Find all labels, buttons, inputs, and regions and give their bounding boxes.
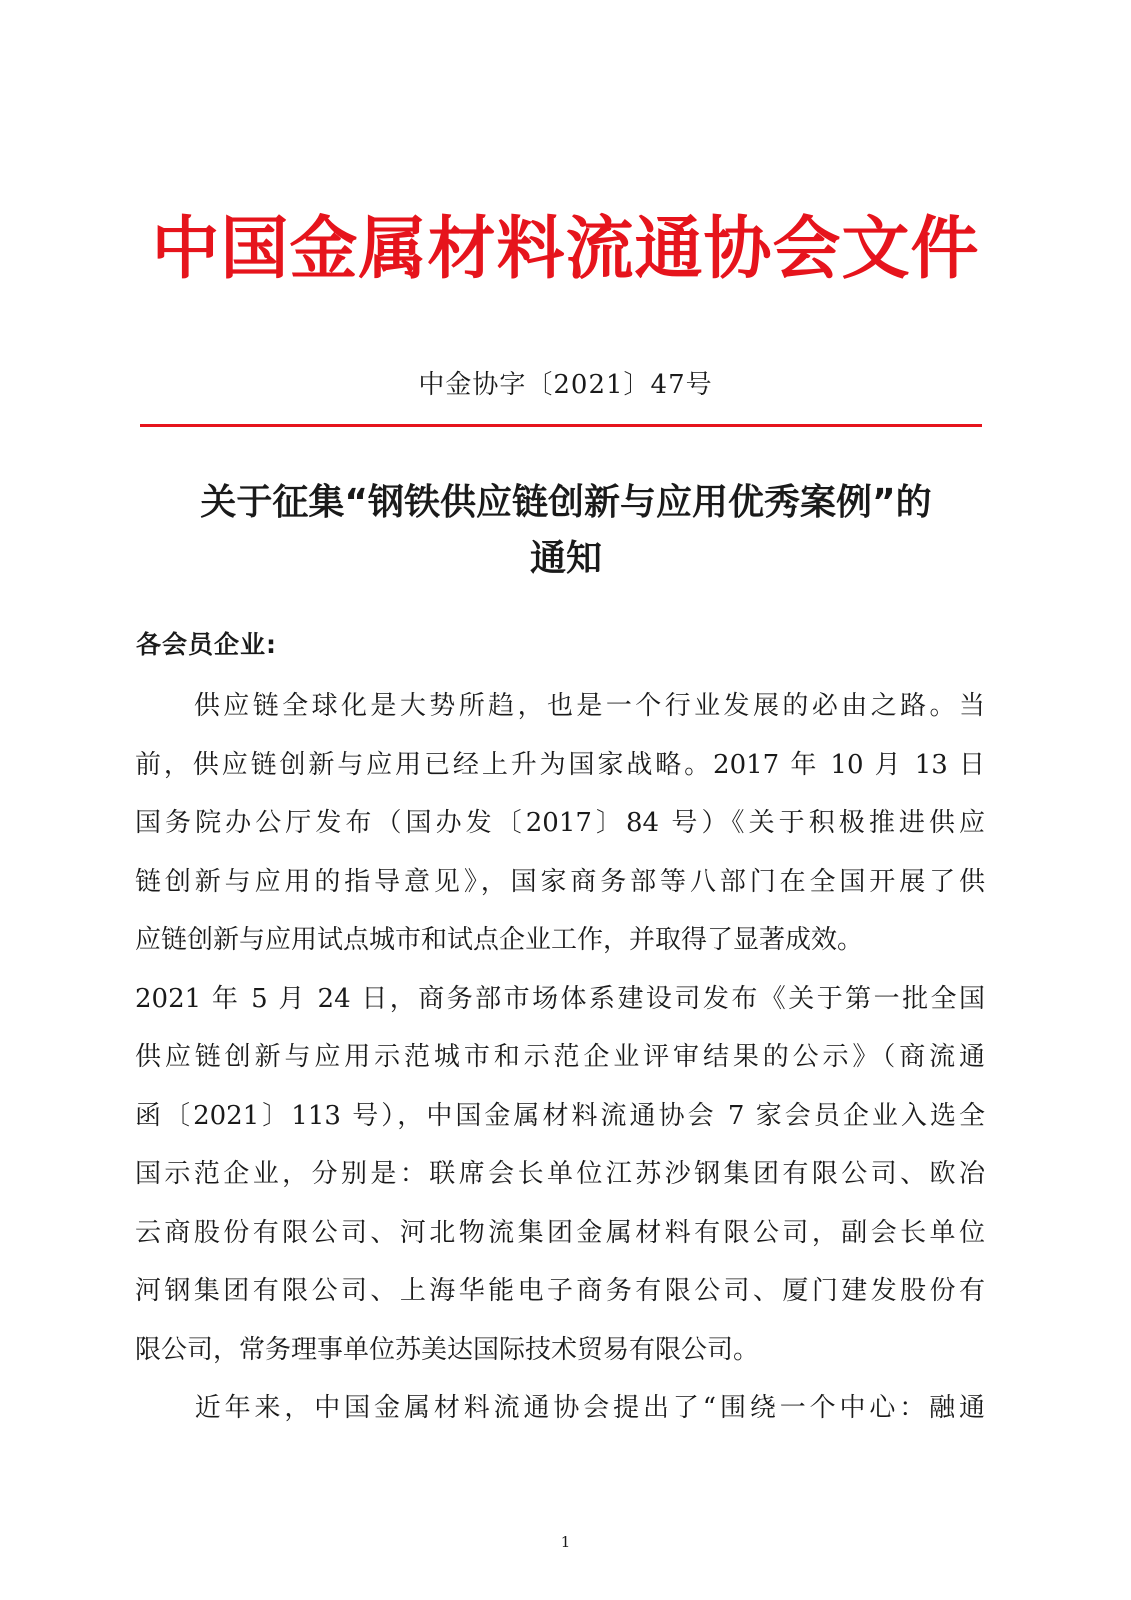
document-number: 中金协字〔2021〕47号 xyxy=(418,370,713,400)
body-line: 云商股份有限公司、河北物流集团金属材料有限公司，副会长单位 xyxy=(135,1217,985,1248)
body-line: 函〔2021〕113 号），中国金属材料流通协会 7 家会员企业入选全 xyxy=(135,1100,985,1131)
letterhead-title: 中国金属材料流通协会文件 xyxy=(151,210,980,289)
body-line: 近年来，中国金属材料流通协会提出了“围绕一个中心：融通 xyxy=(135,1393,985,1423)
body-line: 应链创新与应用试点城市和试点企业工作，并取得了显著成效。 xyxy=(135,925,864,955)
body-line: 国示范企业，分别是：联席会长单位江苏沙钢集团有限公司、欧冶 xyxy=(135,1159,985,1189)
body-line: 供应链全球化是大势所趋，也是一个行业发展的必由之路。当 xyxy=(135,691,985,721)
body-line: 链创新与应用的指导意见》，国家商务部等八部门在全国开展了供 xyxy=(135,866,985,897)
red-divider-line xyxy=(140,424,982,427)
notice-title-line-1: 关于征集“钢铁供应链创新与应用优秀案例”的 xyxy=(200,482,932,523)
body-line: 前，供应链创新与应用已经上升为国家战略。2017 年 10 月 13 日 xyxy=(135,749,985,780)
body-line: 国务院办公厅发布（国办发〔2017〕84 号）《关于积极推进供应 xyxy=(135,808,985,838)
notice-title xyxy=(110,475,1022,587)
body-line: 限公司，常务理事单位苏美达国际技术贸易有限公司。 xyxy=(135,1334,760,1365)
page-number: 1 xyxy=(560,1533,571,1551)
notice-title-line-2: 通知 xyxy=(529,538,602,579)
body-line: 2021 年 5 月 24 日，商务部市场体系建设司发布《关于第一批全国 xyxy=(135,983,985,1014)
body-line: 河钢集团有限公司、上海华能电子商务有限公司、厦门建发股份有 xyxy=(135,1276,985,1306)
body-line: 供应链创新与应用示范城市和示范企业评审结果的公示》（商流通 xyxy=(135,1042,985,1072)
body-text xyxy=(135,677,985,1438)
salutation: 各会员企业: xyxy=(136,630,277,659)
